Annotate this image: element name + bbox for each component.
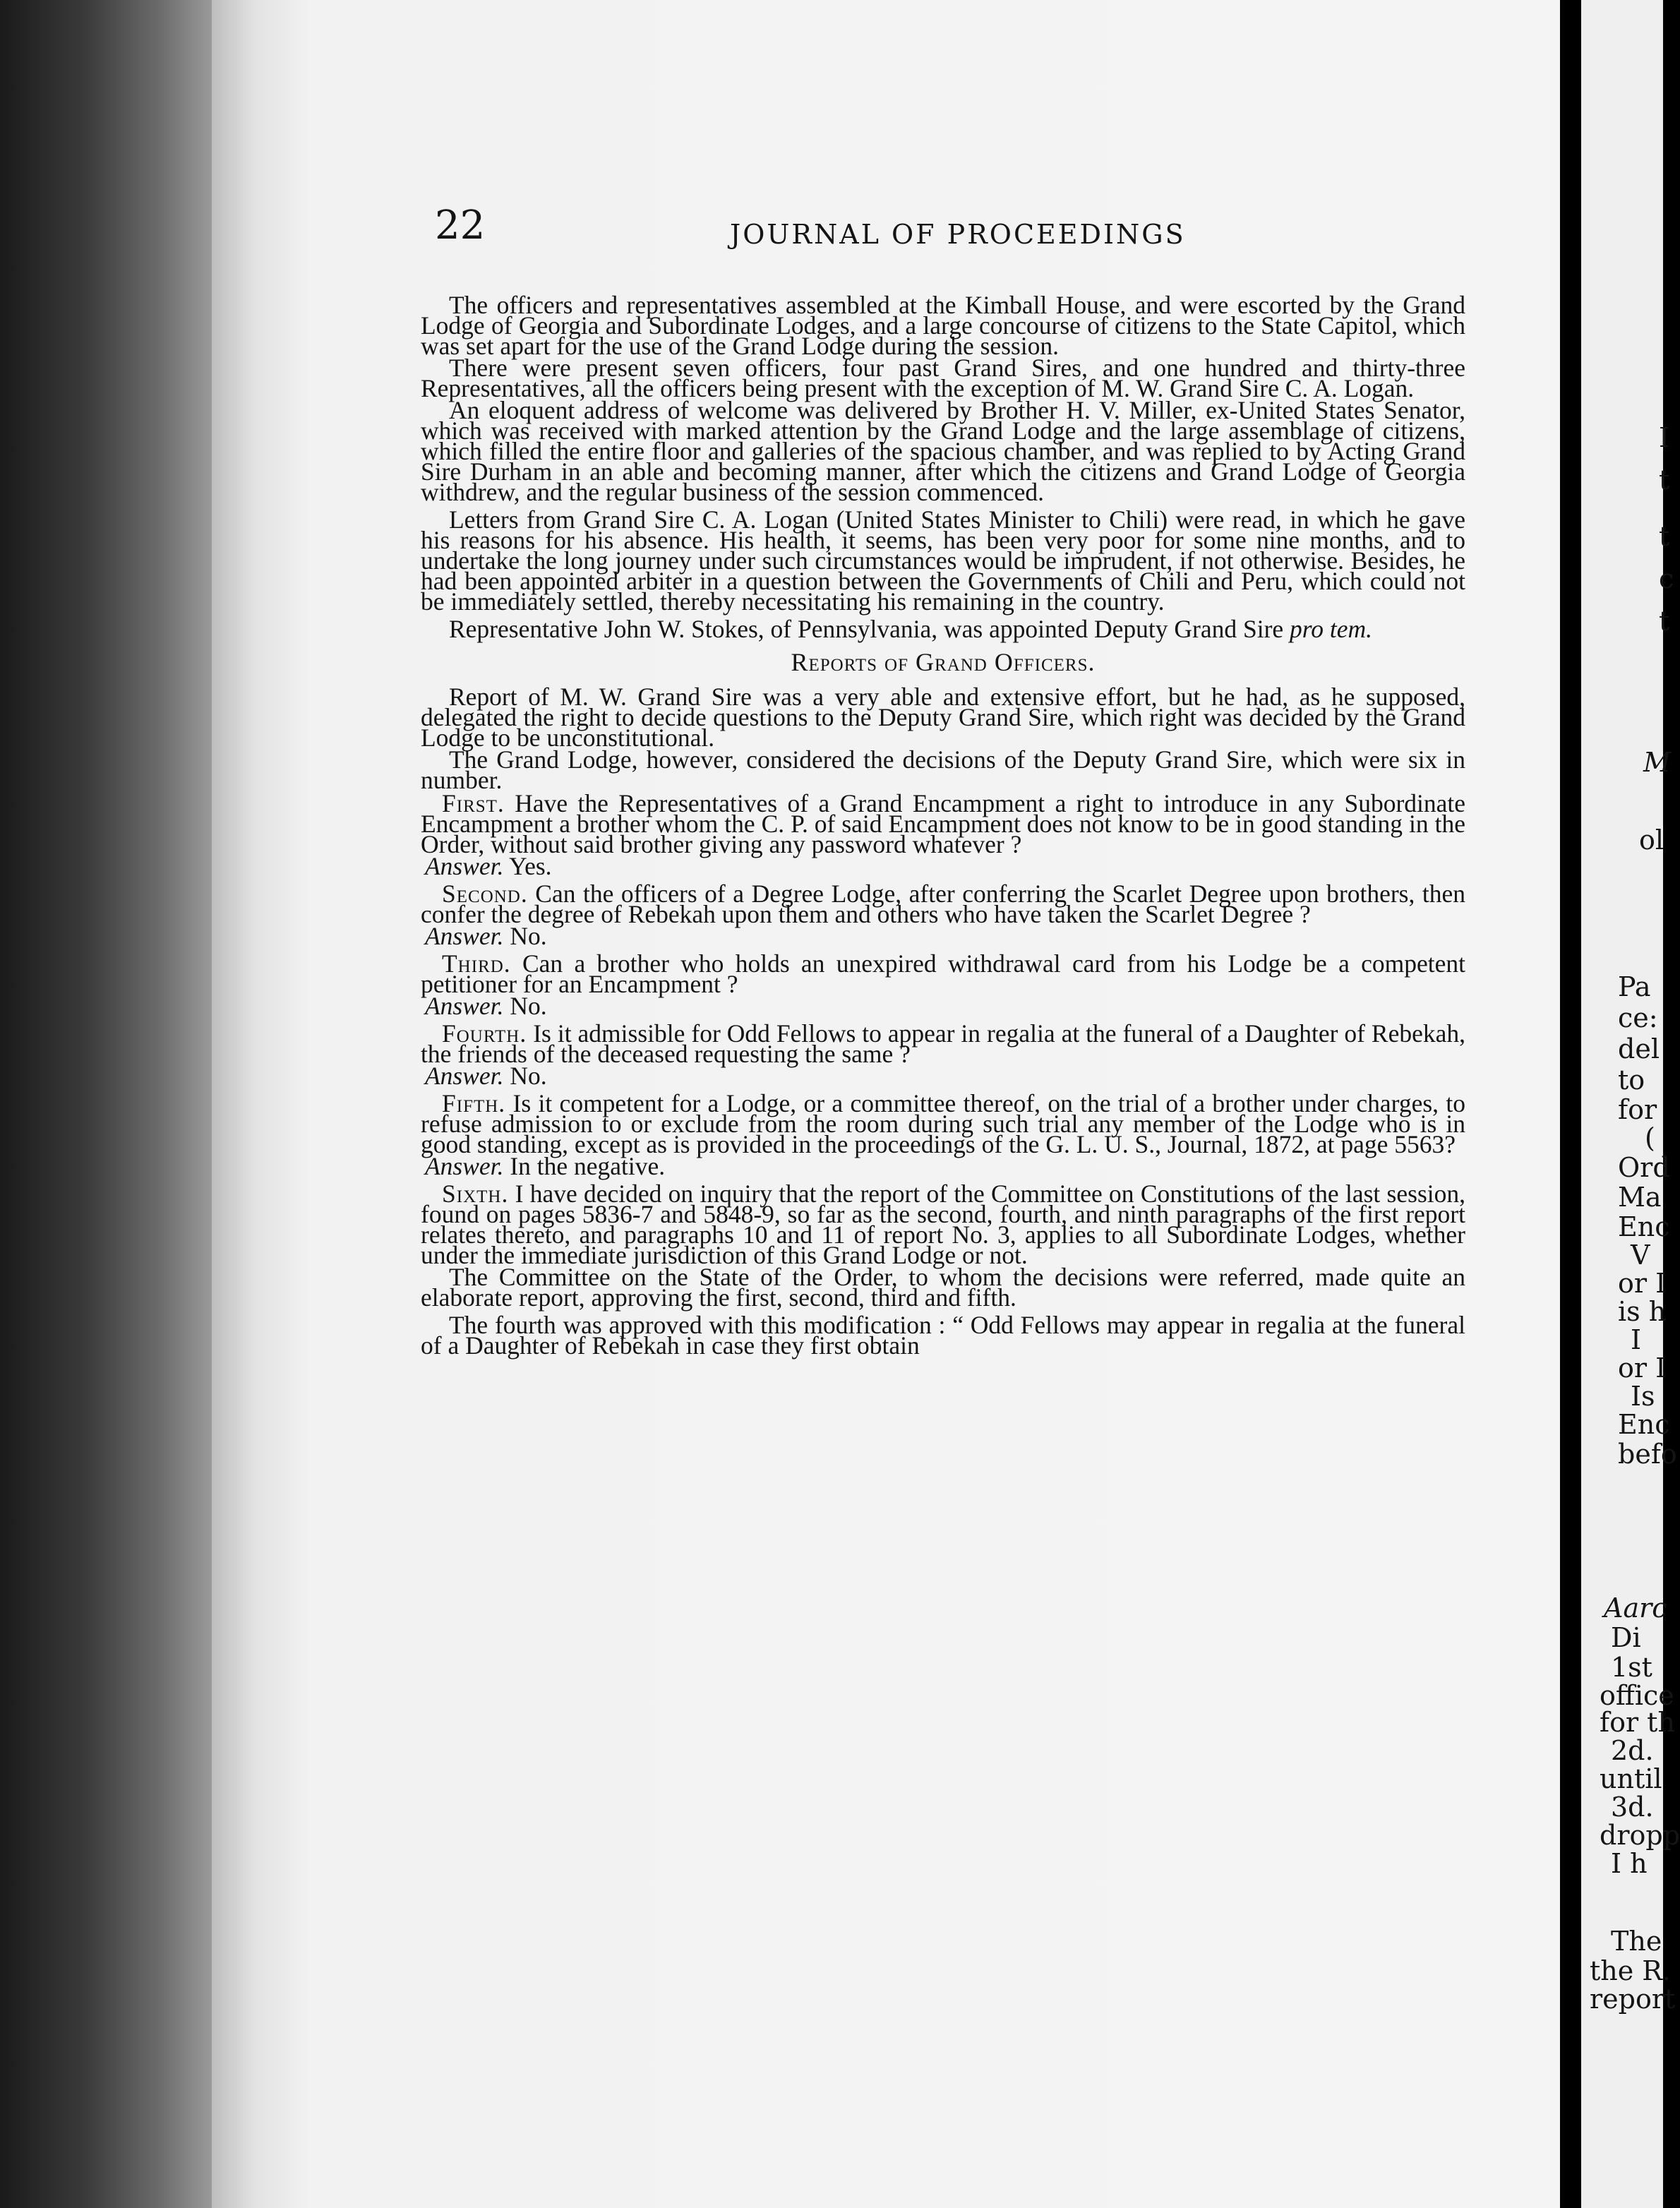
paragraph: Report of M. W. Grand Sire was a very able and extensive effort, but he had, as he supposed, delegated the right to decide questions to the Deputy Grand Sire, which right was decided by the Grand Lodge to be unconstitutional. [421, 683, 1465, 752]
fragment-text: t [1659, 521, 1670, 552]
paragraph-deputy [421, 615, 1465, 643]
fragment-text: the R. [1590, 1955, 1672, 1986]
paragraph: An eloquent address of welcome was delivered by Brother H. V. Miller, ex-United States Senator, which was received with marked attention by the Grand Lodge and the large assemblage of citizens, which filled the entire floor and galleries of the spacious chamber, and was replied to by Acting Grand Sire Durham in an able and becoming manner, after which the citizens and Grand Lodge of Georgia withdrew, and the regular business of the session commenced. [421, 396, 1465, 506]
fragment-text: I [1659, 422, 1670, 453]
paragraph: Letters from Grand Sire C. A. Logan (United States Minister to Chili) were read, in which he gave his reasons for his absence. His health, it seems, has been very poor for some nine months, and to undertake the long journey under such circumstances would be imprudent, if not otherwise. Besides, he had been appointed arbiter in a question between the Governments of Chili and Peru, which could not be immediately settled, thereby necessitating his remaining in the country. [421, 505, 1465, 616]
fragment-text: Is [1631, 1381, 1655, 1412]
fragment-text: ce: [1618, 1002, 1658, 1033]
answer-third [421, 992, 1465, 1020]
question-label: Fourth. [442, 1019, 527, 1048]
fragment-text: Enc [1618, 1211, 1670, 1242]
question-text: Have the Representatives of a Grand Encampment a right to introduce in any Subordinate Encampment a brother whom the C. P. of said Encampment does not know to be in good standing in the Order, without said brother giving any password whatever ? [421, 789, 1466, 858]
fragment-text: report [1590, 1984, 1676, 2015]
fragment-text: office [1600, 1680, 1674, 1711]
answer-label: Answer. [425, 852, 504, 880]
fragment-text: or I [1618, 1268, 1667, 1299]
fragment-text: to [1618, 1064, 1645, 1096]
running-head: JOURNAL OF PROCEEDINGS [730, 219, 1186, 250]
fragment-text: ol [1639, 824, 1664, 856]
answer-fifth [421, 1152, 1465, 1180]
paragraph: There were present seven officers, four past Grand Sires, and one hundred and thirty-three Representatives, all the officers being present with the exception of M. W. Grand Sire C. A. Logan. [421, 354, 1465, 402]
fragment-text: Ord [1618, 1152, 1670, 1183]
question-label: Sixth. [442, 1180, 509, 1208]
fragment-text: 3d. [1611, 1792, 1654, 1823]
decision-sixth [421, 1180, 1465, 1269]
fragment-text: t [1659, 606, 1670, 637]
deputy-italic: pro tem. [1290, 615, 1373, 643]
question-text: I have decided on inquiry that the report of the Committee on Constitutions of the last session, found on pages 5836-7 and 5848-9, so far as the second, fourth, and ninth paragraphs of the first report relates thereto, and paragraphs 10 and 11 of report No. 3, applies to all Subordinate Lodges, whether under the immediate jurisdiction of this Grand Lodge or not. [421, 1180, 1465, 1269]
answer-fourth [421, 1062, 1465, 1090]
answer-text: No. [510, 1062, 547, 1090]
fragment-text: 1st [1611, 1652, 1652, 1683]
fragment-text: Aarc [1604, 1592, 1667, 1624]
question-third [421, 949, 1465, 998]
question-text: Can a brother who holds an unexpired withdrawal card from his Lodge be a competent petitioner for an Encampment ? [421, 949, 1465, 998]
fragment-text: is h [1618, 1296, 1667, 1327]
fragment-text: Ma [1618, 1182, 1662, 1213]
question-text: Is it competent for a Lodge, or a committee thereof, on the trial of a brother under charges, to refuse admission to or exclude from the room during such trial any member of the Lodge who is in good standing, except as is provided in the proceedings of the G. L. U. S., Journal, 1872, at page 5563? [421, 1089, 1465, 1158]
answer-label: Answer. [425, 1152, 504, 1180]
answer-label: Answer. [425, 992, 504, 1020]
section-title: Reports of Grand Officers. [791, 648, 1096, 676]
fragment-text: for th [1600, 1707, 1675, 1738]
fragment-text: The [1611, 1926, 1662, 1957]
answer-second [421, 922, 1465, 950]
fragment-text: 2d. [1611, 1735, 1654, 1766]
question-label: Third. [442, 949, 511, 978]
paragraph: The Grand Lodge, however, considered the decisions of the Deputy Grand Sire, which were six in number. [421, 745, 1465, 794]
question-second [421, 880, 1465, 928]
answer-text: No. [510, 992, 547, 1020]
answer-first [421, 852, 1465, 880]
answer-text: Yes. [509, 852, 552, 880]
deputy-text: Representative John W. Stokes, of Pennsylvania, was appointed Deputy Grand Sire [449, 615, 1284, 643]
binding-edge [0, 0, 212, 2208]
question-first [421, 789, 1466, 858]
fragment-text: c [1659, 563, 1674, 594]
fragment-text: Di [1611, 1622, 1641, 1653]
adjacent-page-fragment [1581, 0, 1680, 2208]
question-text: Is it admissible for Odd Fellows to appear in regalia at the funeral of a Daughter of Rebekah, the friends of the deceased requesting the same ? [421, 1019, 1465, 1068]
fragment-text: befo [1618, 1439, 1677, 1470]
fragment-text: Pa [1618, 971, 1651, 1002]
paragraph: The Committee on the State of the Order, to whom the decisions were referred, made quite an elaborate report, approving the first, second, third and fifth. [421, 1263, 1465, 1312]
page-header [421, 205, 1465, 265]
page-number: 22 [435, 203, 486, 248]
fragment-text: or I [1618, 1352, 1667, 1384]
answer-text: In the negative. [510, 1152, 666, 1180]
fragment-text: del [1618, 1033, 1660, 1064]
question-label: Fifth. [442, 1089, 506, 1117]
fragment-text: I [1631, 1324, 1642, 1355]
answer-text: No. [510, 922, 547, 950]
fragment-text: for [1618, 1094, 1657, 1125]
page-content [421, 203, 1466, 1360]
fragment-text: I h [1611, 1848, 1648, 1879]
fragment-text: until [1600, 1763, 1662, 1794]
fragment-text: M [1643, 747, 1671, 778]
fragment-text: V [1631, 1240, 1650, 1271]
answer-label: Answer. [425, 922, 504, 950]
paragraph: The officers and representatives assembled at the Kimball House, and were escorted by the Grand Lodge of Georgia and Subordinate Lodges, and a large concourse of citizens to the State Capitol, which was set apart for the use of the Grand Lodge during the session. [421, 291, 1465, 360]
question-label: Second. [442, 880, 528, 908]
fragment-text: ( [1645, 1122, 1655, 1153]
paragraph: The fourth was approved with this modification : “ Odd Fellows may appear in regalia at the funeral of a Daughter of Rebekah in case they first obtain [421, 1311, 1465, 1360]
question-fourth [421, 1019, 1465, 1068]
fragment-text: t [1659, 464, 1670, 496]
fragment-text: Enc [1618, 1409, 1670, 1440]
answer-label: Answer. [425, 1062, 504, 1090]
question-fifth [421, 1089, 1465, 1158]
fragment-text: dropp [1600, 1820, 1680, 1851]
question-text: Can the officers of a Degree Lodge, after conferring the Scarlet Degree upon brothers, then confer the degree of Rebekah upon them and others who have taken the Scarlet Degree ? [421, 880, 1465, 928]
question-label: First. [442, 789, 505, 817]
